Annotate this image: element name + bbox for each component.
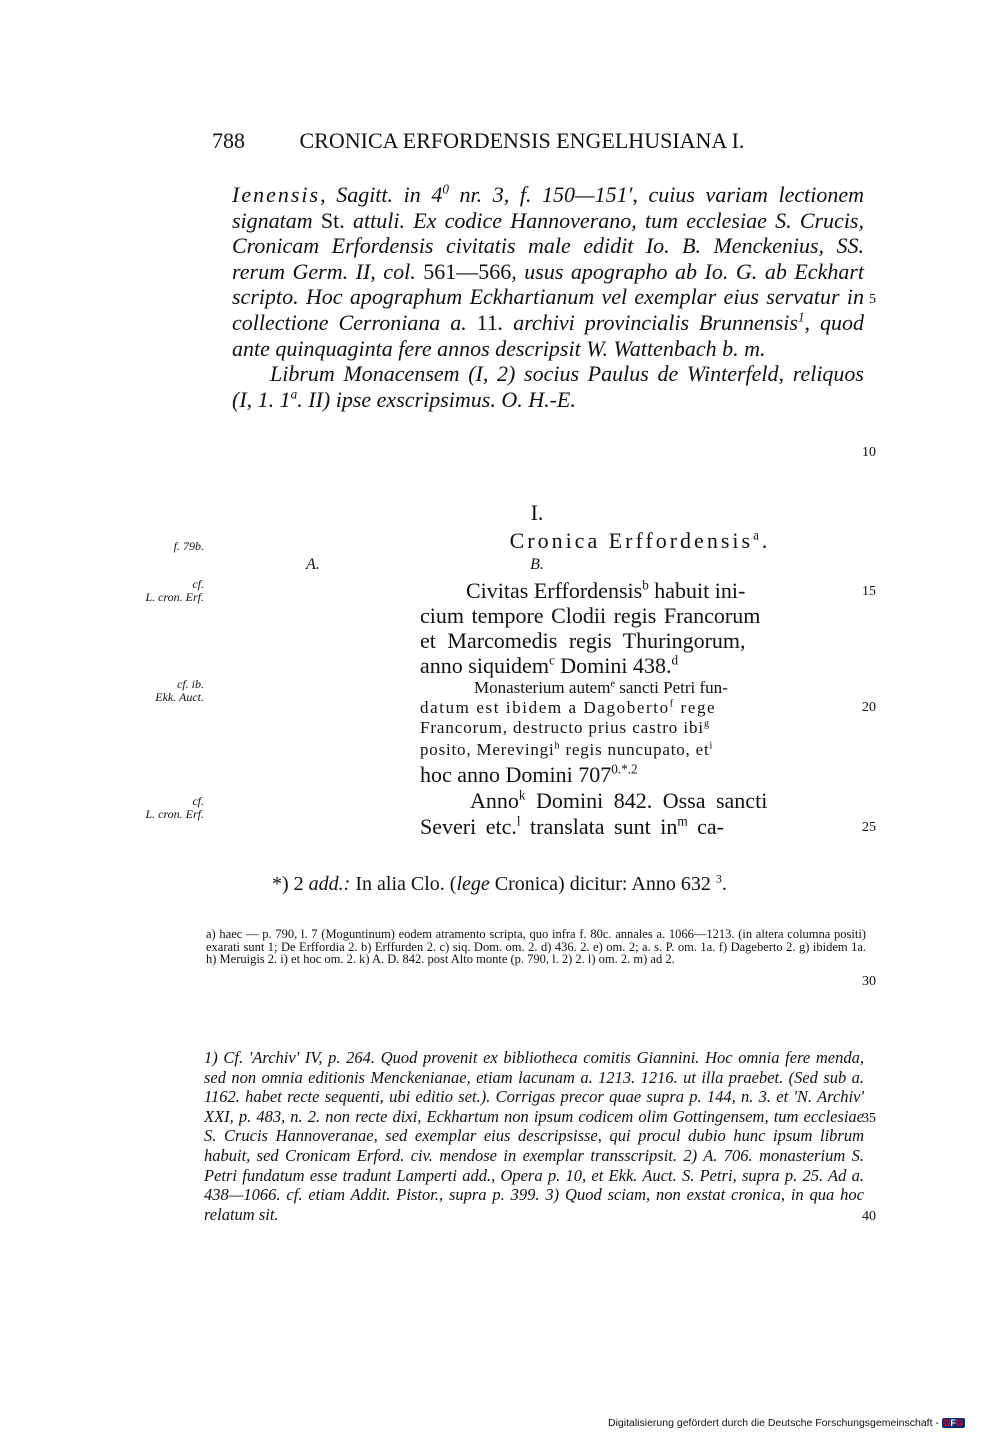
line-number: 10	[862, 445, 876, 460]
text: translata sunt in	[520, 814, 678, 839]
margin-note-text: cf.	[192, 794, 204, 808]
intro-text: , Sagitt. in 4	[320, 182, 443, 207]
text: datum est ibidem a Dagoberto	[420, 698, 670, 717]
logo-letter: D	[943, 1418, 951, 1428]
page-number: 788	[212, 128, 245, 153]
apparatus-ref: d	[671, 652, 679, 668]
text-line	[420, 814, 876, 840]
intro-siglum: St.	[320, 207, 345, 233]
text: Domini 438.	[554, 653, 672, 678]
text: *) 2	[272, 873, 309, 895]
text: regis nuncupato, et	[560, 740, 710, 759]
line-number: 25	[862, 820, 876, 835]
margin-note-text: f. 79b.	[173, 539, 204, 553]
text: hoc anno Domini 707	[420, 762, 612, 787]
line-number: 5	[869, 292, 876, 307]
text: .	[721, 873, 727, 895]
line-number: 35	[862, 1111, 876, 1126]
apparatus-ref: m	[677, 813, 688, 829]
footnote-ref: 3	[715, 871, 722, 886]
text-line	[466, 578, 922, 604]
section-title-punct: .	[761, 528, 771, 553]
apparatus-ref: a	[753, 527, 762, 543]
text-line	[420, 698, 876, 718]
column-b-label: B.	[530, 556, 544, 573]
intro-text: , quod ante quinquaginta fere annos descripsit W. Wattenbach b. m.	[232, 309, 864, 361]
apparatus-ref: c	[548, 652, 555, 668]
section-title-text: Cronica Erffordensis	[509, 528, 754, 553]
apparatus-ref: e	[610, 678, 615, 690]
credit-text: Digitalisierung gefördert durch die Deutsche Forschungsgemeinschaft -	[608, 1417, 939, 1429]
intro-text: . II) ipse exscripsimus. O. H.-E.	[297, 386, 576, 412]
text: et Marcomedis regis Thuringorum,	[420, 628, 746, 653]
apparatus-ref: h	[554, 740, 561, 752]
text-line	[420, 740, 876, 760]
text-line	[474, 678, 930, 698]
section-title	[420, 528, 860, 554]
text: posito, Merevingi	[420, 740, 555, 759]
text: Anno	[470, 788, 519, 813]
intro-text: attuli. Ex codice Hannoverano, tum ecclesiae S. Crucis, Cronicam Erfordensis civitatis male edidit Io. B. Menckenius, SS. rerum Germ. II, col.	[232, 207, 864, 284]
text-line	[420, 762, 876, 788]
text: cium tempore Clodii regis Francorum	[420, 603, 761, 628]
apparatus-ref: l	[516, 813, 521, 829]
dfg-logo	[942, 1418, 965, 1428]
intro-text: Librum Monacensem (I, 2) socius Paulus de Winterfeld, reliquos (I, 1. 1	[232, 361, 864, 412]
apparatus-ref: g	[704, 718, 710, 730]
text: add.:	[308, 873, 351, 895]
text: habuit ini-	[648, 578, 746, 603]
margin-note	[174, 540, 204, 553]
margin-note	[155, 678, 204, 704]
text: Domini 842. Ossa sancti	[525, 788, 768, 813]
intro-number: 11	[476, 309, 498, 335]
intro-text: nr. 3, f. 150—151′, cuius variam lectionem signatam	[232, 182, 864, 233]
line-number: 40	[862, 1209, 876, 1224]
apparatus-ref: b	[642, 577, 649, 593]
text: anno siquidem	[420, 653, 549, 678]
footnote-ref: 0.*.2	[611, 761, 638, 777]
line-number: 15	[862, 584, 876, 599]
logo-letter: G	[955, 1418, 963, 1428]
line-number: 30	[862, 974, 876, 989]
footnotes	[204, 1048, 864, 1224]
intro-sup: a	[290, 386, 298, 402]
apparatus-ref: k	[518, 787, 526, 803]
apparatus-text: a) haec — p. 790, l. 7 (Moguntinum) eodem atramento scripta, quo infra f. 80c. annales a. 1066—1213. (in altera columna positi) exarati sunt 1; De Erffordia 2. b) Erffurden 2. c) siq. Dom. om. 2. d) 436. 2. e) om. 2; a. s. P. om. 1a. f) Dageberto 2. g) ibidem 1a. h) Meruigis 2. i) et hoc om. 2. k) A. D. 842. post Alto monte (p. 790, l. 2) 2. l) om. 2. m) ad 2.	[206, 927, 866, 967]
text: Francorum, destructo prius castro ibi	[420, 718, 704, 737]
text: In alia Clo. (	[350, 873, 457, 895]
margin-note-text: cf. ib.	[177, 677, 204, 691]
text-line	[420, 603, 876, 629]
text: ca-	[687, 814, 724, 839]
footnote-ref: 1	[797, 309, 805, 325]
apparatus-ref: f	[669, 698, 675, 710]
critical-apparatus	[206, 928, 866, 966]
text: Severi etc.	[420, 814, 517, 839]
footnote-text: 1) Cf. 'Archiv' IV, p. 264. Quod provenit ex bibliotheca comitis Giannini. Hoc omnia fere menda, sed non omnia editionis Menckenianae, etiam lacunam a. 1213. 1216. ut illa praebet. (Sed sub a. 1162. habet recte sequenti, ubi editio set.). Corrigas precor quae supra p. 144, n. 3. et 'N. Archiv' XXI, p. 483, n. 2. non recte dixi, Eckhartum non ipsum codicem olim Gottingensem, tum ecclesiae S. Crucis Hannoveranae, sed exemplar eius descripsisse, qui procul dubio hunc ipsum librum habuit, sed Cronicam Erford. civ. mendose in exemplar transscripsit. 2) A. 706. monasterium S. Petri fundatum esse tradunt Lamperti add., Opera p. 10, et Ekk. Auct. S. Petri, supra p. 25. Ad a. 438—1066. cf. etiam Addit. Pistor., supra p. 399. 3) Quod sciam, non exstat cronica, in qua hoc relatum sit.	[204, 1048, 864, 1224]
margin-note-text: cf.	[192, 577, 204, 591]
margin-note-text: L. cron. Erf.	[145, 590, 204, 604]
margin-note	[145, 795, 204, 821]
intro-sup: 0	[442, 181, 449, 197]
text: Cronica) dicitur: Anno 632	[489, 873, 716, 895]
apparatus-ref: i	[709, 740, 714, 752]
text-line	[420, 628, 876, 654]
text: Civitas Erffordensis	[466, 578, 643, 603]
text-line	[470, 788, 926, 814]
margin-note-text: L. cron. Erf.	[145, 807, 204, 821]
text: lege	[456, 873, 490, 895]
intro-paragraph	[232, 182, 864, 412]
logo-letter: F	[950, 1418, 956, 1428]
intro-text: . archivi provincialis Brunnensis	[497, 309, 798, 335]
column-a-label: A.	[306, 556, 320, 573]
text: sancti Petri fun-	[614, 678, 728, 697]
margin-note	[145, 578, 204, 604]
running-title: CRONICA ERFORDENSIS ENGELHUSIANA I.	[299, 128, 745, 153]
margin-note-text: Ekk. Auct.	[155, 690, 204, 704]
running-header	[212, 128, 744, 154]
section-number: I.	[530, 500, 544, 525]
text-line	[420, 653, 876, 679]
text: Monasterium autem	[474, 678, 611, 697]
text: rege	[674, 698, 717, 717]
star-note	[272, 873, 727, 896]
intro-text: , usus apographo ab Io. G. ab Eckhart scripto. Hoc apographum Eckhartianum vel exemplar eius servatur in collectione Cerroniana a.	[232, 258, 865, 335]
line-number: 20	[862, 700, 876, 715]
intro-text: Ienensis	[232, 182, 321, 207]
digitization-credit	[608, 1417, 965, 1429]
text-line	[420, 718, 876, 738]
intro-number: 561—566	[423, 258, 512, 284]
